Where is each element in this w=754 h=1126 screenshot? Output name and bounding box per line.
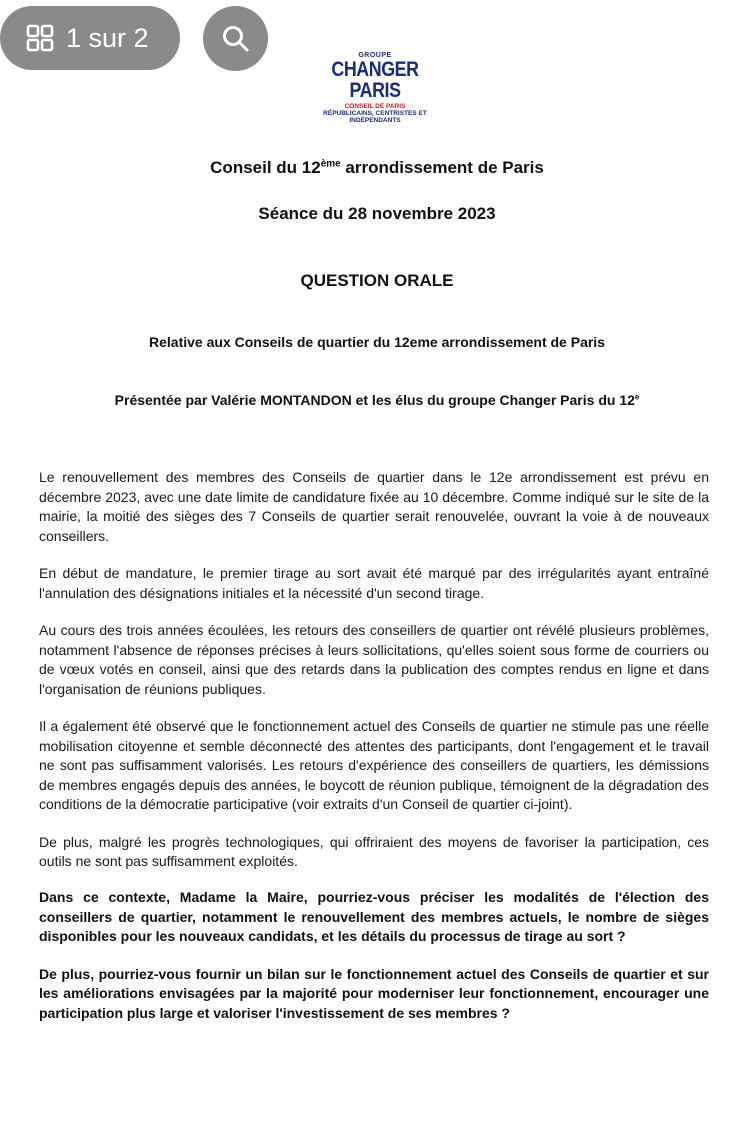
logo-groupe: GROUPE bbox=[358, 52, 392, 59]
paragraph: De plus, malgré les progrès technologiques, qui offriraient des moyens de favoriser la participation, ces outils ne sont pas suffisamment exploités. bbox=[39, 833, 709, 869]
logo-subtitle-2: RÉPUBLICAINS, CENTRISTES ET INDÉPENDANTS bbox=[323, 110, 427, 124]
seance-heading: Séance du 28 novembre 2023 bbox=[258, 204, 496, 223]
paragraph: Le renouvellement des membres des Conseils de quartier dans le 12e arrondissement est prévu en décembre 2023, avec une date limite de candidature fixée au 10 décembre. Comme indiqué sur le site de la mairie, la moitié des sièges des 7 Conseils de quartier serait renouvelée, ouvrant la voie à de nouveaux conseillers. bbox=[39, 469, 709, 544]
questions-block bbox=[39, 888, 709, 1041]
grid-icon bbox=[26, 24, 54, 52]
document-body bbox=[39, 468, 709, 890]
page-indicator: 1 sur 2 bbox=[66, 22, 149, 53]
paragraph: Il a également été observé que le fonctionnement actuel des Conseils de quartier ne stimule pas une réelle mobilisation citoyenne et semble déconnecté des attentes des participants, dont l'engagement et le travail ne sont pas suffisamment valorisés. Les retours d'expérience des conseillers de quartiers, les démissions de membres engagés depuis des années, le boycott de réunion publique, témoignent de la dégradation des conditions de la démocratie participative (voir extraits d'un Conseil de quartier ci-joint). bbox=[39, 718, 709, 812]
presentee-line: Présentée par Valérie MONTANDON et les élus du groupe Changer Paris du 12e bbox=[114, 392, 640, 408]
logo-subtitle-1: CONSEIL DE PARIS bbox=[344, 103, 406, 110]
search-icon bbox=[221, 24, 251, 54]
conseil-heading: Conseil du 12ème arrondissement de Paris bbox=[210, 158, 544, 177]
logo-brand-line2: PARIS bbox=[349, 79, 401, 102]
changer-paris-logo bbox=[300, 52, 450, 124]
question-paragraph: De plus, pourriez-vous fournir un bilan sur le fonctionnement actuel des Conseils de quartier et sur les améliorations envisagées par la majorité pour moderniser leur fonctionnement, encourager une participation plus large et valoriser l'investissement de ses membres ? bbox=[39, 965, 709, 1021]
page-overview-button[interactable] bbox=[0, 6, 180, 70]
relative-line: Relative aux Conseils de quartier du 12eme arrondissement de Paris bbox=[149, 334, 605, 350]
search-button[interactable] bbox=[203, 6, 268, 71]
paragraph: En début de mandature, le premier tirage au sort avait été marqué par des irrégularités ayant entraîné l'annulation des désignations initiales et la nécessité d'un second tirage. bbox=[39, 565, 709, 601]
question-paragraph: Dans ce contexte, Madame la Maire, pourriez-vous préciser les modalités de l'élection des conseillers de quartier, notamment le renouvellement des membres actuels, le nombre de sièges disponibles pour les nouveaux candidats, et les détails du processus de tirage au sort ? bbox=[39, 889, 709, 944]
document-type-heading: QUESTION ORALE bbox=[300, 271, 454, 290]
paragraph: Au cours des trois années écoulées, les retours des conseillers de quartier ont révélé plusieurs problèmes, notamment l'absence de réponses précises à leurs sollicitations, qu'elles soient sous forme de courriers ou de vœux votés en conseil, ainsi que des retards dans la publication des comptes rendus en ligne et dans l'organisation de réunions publiques. bbox=[39, 622, 709, 697]
logo-brand-line1: CHANGER bbox=[331, 58, 419, 81]
